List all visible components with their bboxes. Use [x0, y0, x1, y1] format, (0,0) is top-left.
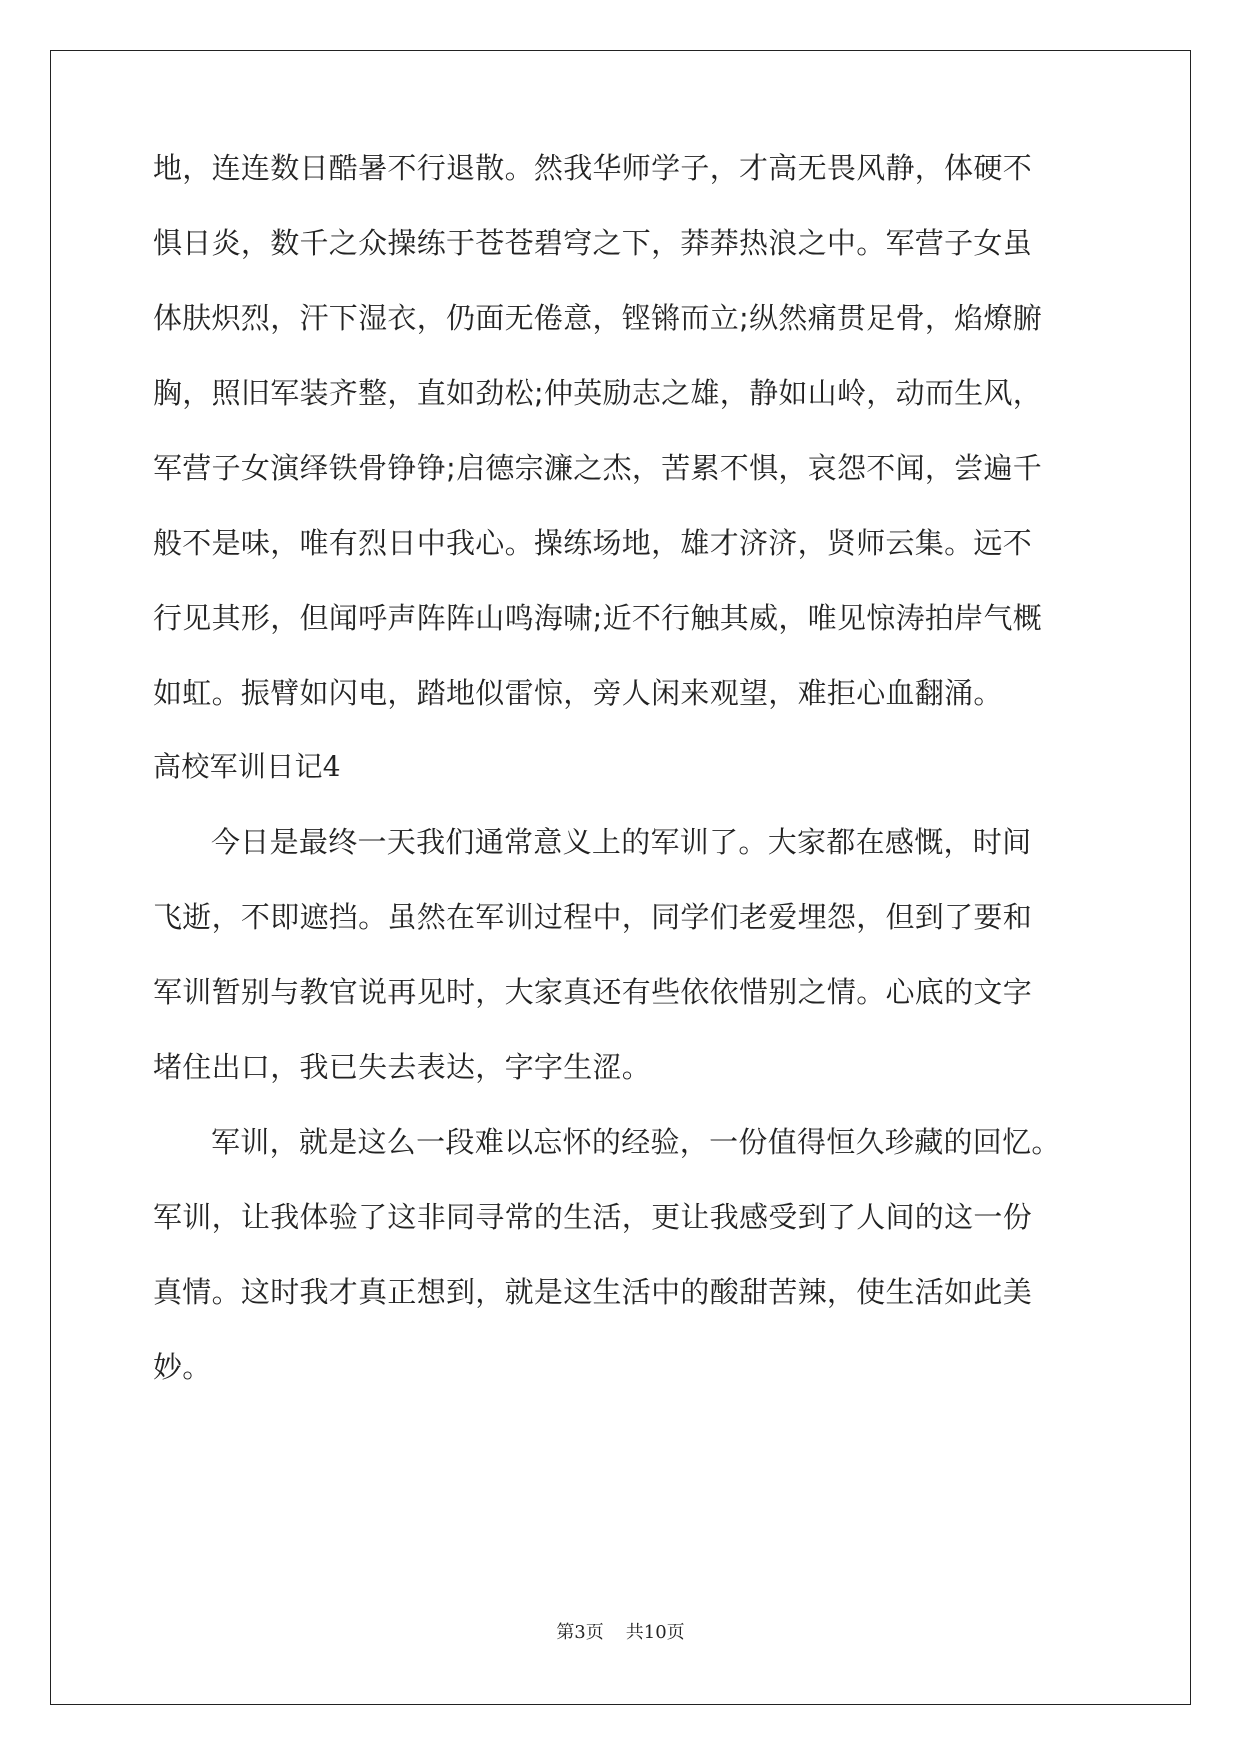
paragraph-line: 军训，让我体验了这非同寻常的生活，更让我感受到了人间的这一份: [153, 1200, 1033, 1234]
paragraph-line: 胸，照旧军装齐整，直如劲松;仲英励志之雄，静如山岭，动而生风，: [153, 376, 1043, 410]
paragraph-line: 妙。: [153, 1350, 212, 1384]
paragraph-line: 军营子女演绎铁骨铮铮;启德宗濂之杰，苦累不惧，哀怨不闻，尝遍千: [153, 451, 1043, 485]
paragraph-line: 般不是味，唯有烈日中我心。操练场地，雄才济济，贤师云集。远不: [153, 526, 1033, 560]
page-number-current: 第3页: [556, 1622, 604, 1643]
paragraph-line: 惧日炎，数千之众操练于苍苍碧穹之下，莽莽热浪之中。军营子女虽: [153, 226, 1033, 260]
paragraph-line: 军训，就是这么一段难以忘怀的经验，一份值得恒久珍藏的回忆。: [211, 1125, 1061, 1159]
paragraph-line: 飞逝，不即遮挡。虽然在军训过程中，同学们老爱埋怨，但到了要和: [153, 900, 1033, 934]
paragraph-line: 地，连连数日酷暑不行退散。然我华师学子，才高无畏风静，体硬不: [153, 151, 1033, 185]
page-number-total: 共10页: [625, 1622, 685, 1643]
paragraph-line: 今日是最终一天我们通常意义上的军训了。大家都在感慨，时间: [211, 825, 1032, 859]
paragraph-line: 体肤炽烈，汗下湿衣，仍面无倦意，铿锵而立;纵然痛贯足骨，焰燎腑: [153, 301, 1043, 335]
section-heading: 高校军训日记4: [153, 750, 341, 783]
paragraph-line: 如虹。振臂如闪电，踏地似雷惊，旁人闲来观望，难拒心血翻涌。: [153, 676, 1003, 710]
paragraph-line: 堵住出口，我已失去表达，字字生涩。: [153, 1050, 652, 1084]
paragraph-line: 行见其形，但闻呼声阵阵山鸣海啸;近不行触其威，唯见惊涛拍岸气概: [153, 601, 1043, 635]
paragraph-line: 军训暂别与教官说再见时，大家真还有些依依惜别之情。心底的文字: [153, 975, 1033, 1009]
paragraph-line: 真情。这时我才真正想到，就是这生活中的酸甜苦辣，使生活如此美: [153, 1275, 1033, 1309]
page-footer: [0, 1618, 1241, 1644]
